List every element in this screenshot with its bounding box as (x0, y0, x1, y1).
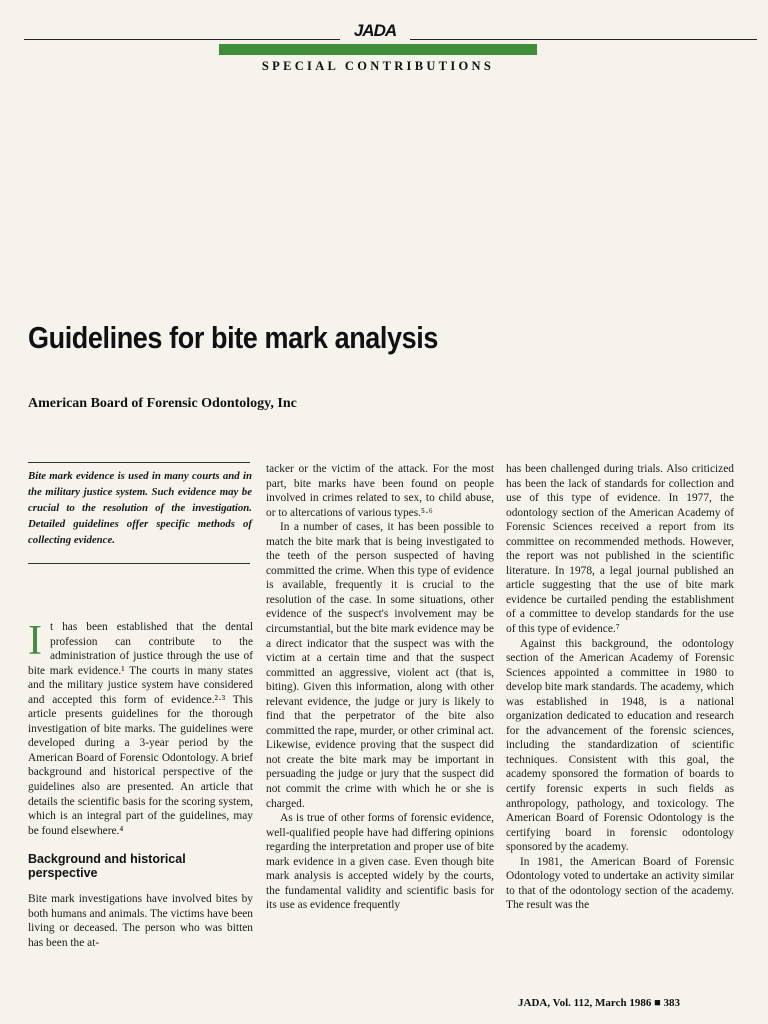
text-column-1 (28, 620, 253, 950)
paragraph: has been challenged during trials. Also criticized has been the lack of standards for collection and use of this type of evidence. In 1977, the odontology section of the American Academy of Forensic Sciences received a report from its committee on recommended methods. However, the report was not published in the scientific literature. In 1978, a legal journal published an article suggesting that the use of bite mark evidence be curtailed pending the establishment of a committee to develop standards for the use of this type of evidence.⁷ (506, 463, 734, 636)
section-color-bar (219, 44, 537, 55)
article-author: American Board of Forensic Odontology, Inc (28, 396, 297, 411)
abstract-bottom-rule (28, 563, 250, 564)
abstract-top-rule (28, 462, 250, 463)
article-abstract: Bite mark evidence is used in many courts and in the military justice system. Such evidence may be crucial to the resolution of the investigation. Detailed guidelines offer specific methods of collecting evidence. (28, 470, 252, 546)
paragraph: As is true of other forms of forensic evidence, well-qualified people have had differing opinions regarding the interpretation and proper use of bite mark evidence in a given case. Even though bite mark analysis is accepted widely by the courts, the fundamental validity and scientific basis for its use as evidence frequently (266, 812, 494, 912)
paragraph: Against this background, the odontology section of the American Academy of Forensic Sciences appointed a committee in 1980 to develop bite mark standards. The academy, which was established in 1948, is a national organization dedicated to education and research for the advancement of the forensic sciences, including the standardization of scientific techniques. Consistent with this goal, the academy sponsored the formation of boards to certify forensic experts in such fields as anthropology, pathology, and toxicology. The American Board of Forensic Odontology is the certifying board in forensic odontology sponsored by the academy. (506, 637, 734, 854)
drop-cap: I (28, 618, 42, 664)
text-column-3 (506, 462, 734, 913)
text-column-2 (266, 462, 494, 913)
section-label: SPECIAL CONTRIBUTIONS (261, 59, 495, 73)
section-heading: Background and historical perspective (28, 852, 186, 881)
intro-paragraph (28, 620, 253, 838)
paragraph: Bite mark investigations have involved bites by both humans and animals. The victims have been living or deceased. The person who was bitten has been the at- (28, 893, 253, 949)
journal-logo: JADA (340, 22, 410, 40)
article-title: Guidelines for bite mark analysis (28, 321, 438, 355)
paragraph: tacker or the victim of the attack. For the most part, bite marks have been found on people involved in crimes related to sex, to child abuse, or to altercations of various types.⁵·⁶ (266, 463, 494, 519)
paragraph: In 1981, the American Board of Forensic Odontology voted to undertake an activity similar to that of the odontology section of the academy. The result was the (506, 855, 734, 912)
paragraph: In a number of cases, it has been possible to match the bite mark that is being investigated to the teeth of the person suspected of having committed the crime. When this type of evidence is available, frequently it is crucial to the resolution of the case. In some situations, other evidence of the suspect's involvement may be circumstantial, but the bite mark evidence may be a direct indicator that the suspect was with the victim at a certain time and that the suspect committed an aggressive, violent act (that is, biting). Given this information, along with other relevant evidence, the judge or jury is likely to find that the perpetrator of the bite also committed the rape, murder, or other criminal act. Likewise, evidence proving that the suspect did not create the bite mark may be important in persuading the judge or jury that the suspect did not commit the crime with which he or she is charged. (266, 521, 494, 810)
page-footer-citation: JADA, Vol. 112, March 1986 ■ 383 (518, 997, 680, 1009)
intro-text: t has been established that the dental profession can contribute to the administration of justice through the use of bite mark evidence.¹ The courts in many states and the military justice system have considered and accepted this form of evidence.²·³ This article presents guidelines for the thorough investigation of bite marks. The guidelines were developed during a 3-year period by the American Board of Forensic Odontology. A brief background and historical perspective of the guidelines also are presented. An article that details the scientific basis for the scoring system, which is an integral part of the guidelines, may be found elsewhere.⁴ (28, 621, 253, 837)
